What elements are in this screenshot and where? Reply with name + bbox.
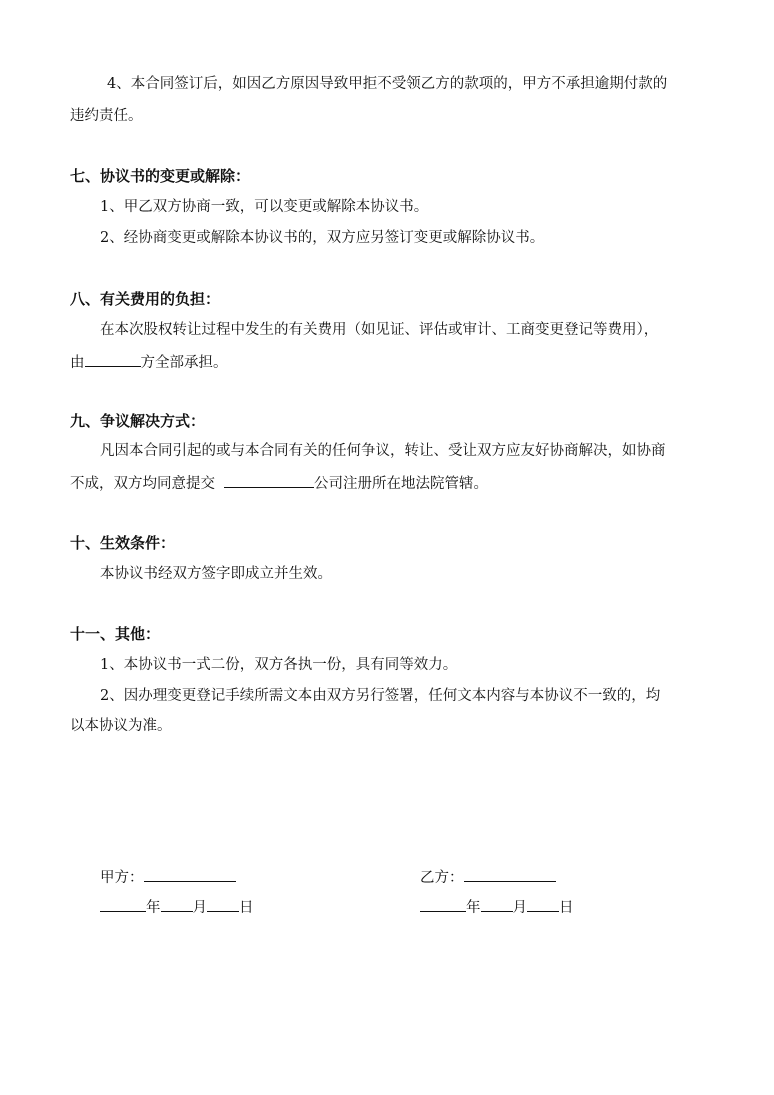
party-b-month-blank [481, 896, 513, 912]
section-8-line1: 在本次股权转让过程中发生的有关费用（如见证、评估或审计、工商变更登记等费用）， [100, 322, 659, 338]
section-8-line2-suffix: 方全部承担。 [140, 355, 228, 371]
party-b-month-label: 月 [512, 900, 527, 916]
party-b-date [420, 896, 574, 918]
section-10-heading: 十、生效条件： [70, 534, 176, 552]
section-11-item2-line2: 以本协议为准。 [70, 718, 172, 734]
section-11-item2-line1: 2、因办理变更登记手续所需文本由双方另行签署，任何文本内容与本协议不一致的，均 [100, 688, 661, 704]
section-9-line2-suffix: 公司注册所在地法院管辖。 [314, 476, 488, 492]
section-7-item1: 1、甲乙双方协商一致，可以变更或解除本协议书。 [100, 199, 429, 215]
party-b-day-label: 日 [559, 900, 574, 916]
section-7-item2: 2、经协商变更或解除本协议书的，双方应另签订变更或解除协议书。 [100, 230, 545, 246]
party-a-day-blank [207, 896, 239, 912]
party-b-year-blank [420, 896, 466, 912]
section-10-line1: 本协议书经双方签字即成立并生效。 [100, 566, 332, 582]
party-b-day-blank [527, 896, 559, 912]
party-a-date [100, 896, 254, 918]
section-11-heading: 十一、其他： [70, 625, 161, 643]
party-a-day-label: 日 [239, 900, 254, 916]
party-a-month-label: 月 [192, 900, 207, 916]
clause-6-4-line1: 4、本合同签订后，如因乙方原因导致甲拒不受领乙方的款项的，甲方不承担逾期付款的 [107, 76, 668, 92]
section-9-line2-prefix: 不成，双方均同意提交 [70, 476, 215, 492]
payer-blank [85, 351, 141, 367]
party-b-signature [420, 866, 556, 888]
section-8-heading: 八、有关费用的负担： [70, 290, 221, 308]
section-11-item1: 1、本协议书一式二份，双方各执一份，具有同等效力。 [100, 657, 458, 673]
party-a-sign-blank [144, 866, 236, 882]
party-b-sign-blank [464, 866, 556, 882]
party-a-year-label: 年 [146, 900, 161, 916]
section-7-heading: 七、协议书的变更或解除： [70, 167, 251, 185]
section-9-heading: 九、争议解决方式： [70, 412, 206, 430]
section-9-line1: 凡因本合同引起的或与本合同有关的任何争议，转让、受让双方应友好协商解决，如协商 [100, 443, 666, 459]
party-a-signature [100, 866, 236, 888]
party-a-month-blank [161, 896, 193, 912]
section-8-line2-prefix: 由 [70, 355, 85, 371]
party-b-year-label: 年 [466, 900, 481, 916]
party-a-label: 甲方： [100, 870, 144, 886]
party-b-label: 乙方： [420, 870, 464, 886]
party-a-year-blank [100, 896, 146, 912]
company-blank [224, 472, 314, 488]
clause-6-4-line2: 违约责任。 [70, 108, 143, 124]
section-9-line2 [70, 472, 710, 494]
section-8-line2 [70, 351, 710, 373]
